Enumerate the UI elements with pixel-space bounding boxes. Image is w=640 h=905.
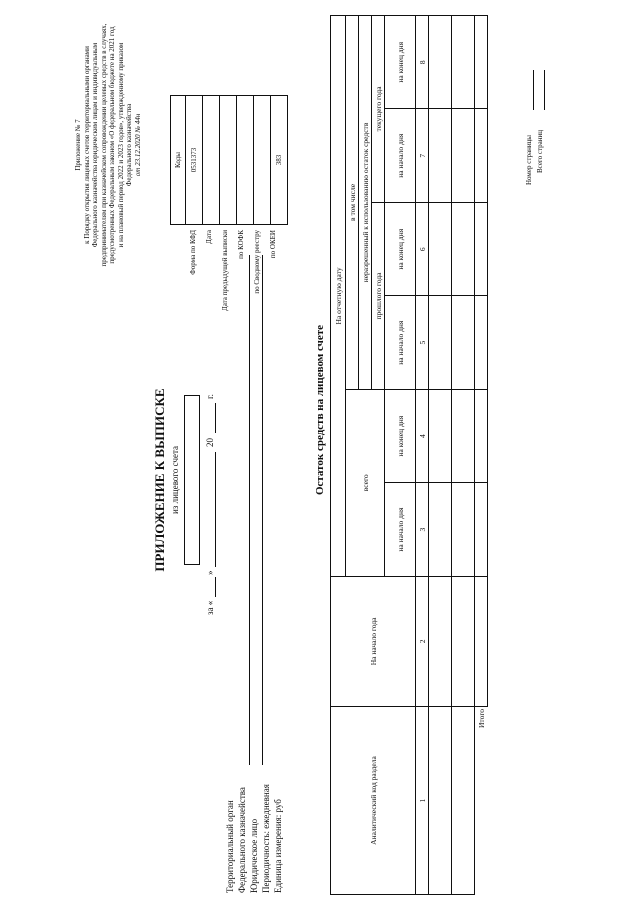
table-cell	[429, 202, 452, 295]
date-year: 20	[205, 438, 215, 447]
header-code: Аналитический код раздела	[331, 707, 416, 895]
header-note	[74, 10, 142, 280]
codes-header: Коды	[171, 96, 186, 225]
date-mid: »	[205, 570, 215, 575]
date-prefix: за «	[205, 600, 215, 615]
codes-table	[170, 95, 288, 225]
header-day-start-2: на начало дня	[385, 296, 416, 389]
header-note-line: предусмотренных Федеральным законом «О федеральном бюджете на 2021 год	[108, 26, 116, 264]
main-table	[330, 15, 488, 895]
header-note-line: Федерального казначейства	[125, 103, 133, 187]
table-cell	[429, 296, 452, 389]
header-permitted: неразрешенный к использованию остаток средств	[359, 16, 372, 390]
total-cell	[475, 389, 488, 482]
label-kfd: Форма по КФД	[189, 230, 197, 275]
label-okei: по ОКЕИ	[269, 230, 277, 259]
order-line	[134, 10, 143, 280]
table-cell	[452, 16, 475, 110]
field-legal-entity: Юридическое лицо	[249, 818, 259, 893]
header-total: всего	[346, 389, 385, 576]
header-including: в том числе	[346, 16, 359, 390]
field-territorial-organ: Территориальный орган	[225, 800, 235, 893]
code-kfd: 0531373	[186, 96, 203, 225]
field-federal-treasury: Федерального казначейства	[237, 787, 247, 893]
header-start-year: На начало года	[331, 576, 416, 706]
legal-entity-underline	[262, 255, 263, 765]
header-note-line: к Порядку открытия лицевых счетов территориальными органами	[82, 46, 91, 244]
table-cell	[429, 483, 452, 576]
header-day-start-1: на начало дня	[385, 483, 416, 576]
order-number: № 44н	[133, 113, 142, 133]
table-cell	[452, 576, 475, 706]
page-number-label: Номер страницы	[525, 134, 533, 185]
col-number-8: 8	[416, 16, 429, 110]
header-note-line: Приложение № 7	[74, 119, 82, 171]
table-cell	[452, 389, 475, 482]
col-number-1: 1	[416, 707, 429, 895]
table-cell	[452, 109, 475, 202]
col-number-6: 6	[416, 202, 429, 295]
total-cell	[475, 202, 488, 295]
table-cell	[429, 109, 452, 202]
table-cell	[452, 202, 475, 295]
total-pages-label: Всего страниц	[536, 129, 544, 173]
table-cell	[429, 16, 452, 110]
date-suffix: г.	[205, 394, 215, 399]
col-number-5: 5	[416, 296, 429, 389]
header-day-end-1: на конец дня	[385, 389, 416, 482]
code-prev-date	[220, 96, 237, 225]
header-curr-year: текущего года	[372, 16, 385, 203]
col-number-7: 7	[416, 109, 429, 202]
table-cell	[452, 296, 475, 389]
label-date: Дата	[205, 230, 213, 244]
table-cell	[429, 576, 452, 706]
account-number-box	[184, 395, 200, 565]
table-cell	[452, 707, 475, 895]
header-day-end-3: на конец дня	[385, 16, 416, 110]
header-day-start-3: на начало дня	[385, 109, 416, 202]
total-cell	[475, 16, 488, 110]
field-periodicity: Периодичность: ежедневная	[261, 784, 271, 893]
left-fields	[225, 293, 285, 893]
code-date	[203, 96, 220, 225]
header-note-line: предпринимателям при казначейском сопровождении целевых средств в случаях,	[99, 23, 108, 267]
footer	[525, 5, 547, 185]
table-title: Остаток средств на лицевом счете	[314, 324, 326, 496]
page-title: ПРИЛОЖЕНИЕ К ВЫПИСКЕ	[152, 388, 167, 572]
table-cell	[429, 389, 452, 482]
code-svod	[254, 96, 271, 225]
code-kofk	[237, 96, 254, 225]
total-row	[475, 16, 488, 895]
code-okei: 383	[271, 96, 288, 225]
header-note-line: Федерального казначейства юридическим лицам и индивидуальным	[91, 42, 99, 248]
col-number-3: 3	[416, 483, 429, 576]
total-label: Итого	[476, 709, 486, 728]
label-prev-date: Дата предыдущей выписки	[221, 230, 229, 312]
page-subtitle: из лицевого счета	[170, 445, 180, 515]
col-number-4: 4	[416, 389, 429, 482]
date-line	[205, 325, 219, 615]
field-unit: Единица измерения: руб	[273, 799, 283, 893]
order-date: от 23.12.2020	[133, 134, 142, 177]
total-cell	[475, 576, 488, 706]
table-row	[452, 16, 475, 895]
col-number-2: 2	[416, 576, 429, 706]
header-prev-year: прошлого года	[372, 202, 385, 389]
table-cell	[429, 707, 452, 895]
label-kofk: по КОФК	[237, 230, 245, 259]
label-svod: по Сводному реестру	[253, 230, 261, 294]
total-cell	[475, 109, 488, 202]
treasury-underline	[249, 255, 250, 765]
table-row	[429, 16, 452, 895]
table-cell	[452, 483, 475, 576]
header-day-end-2: на конец дня	[385, 202, 416, 295]
total-cell	[475, 483, 488, 576]
header-report-date: На отчетную дату	[331, 16, 346, 577]
total-cell	[475, 296, 488, 389]
header-note-line: и на плановый период 2022 и 2023 годов», утвержденному приказом	[116, 42, 125, 248]
